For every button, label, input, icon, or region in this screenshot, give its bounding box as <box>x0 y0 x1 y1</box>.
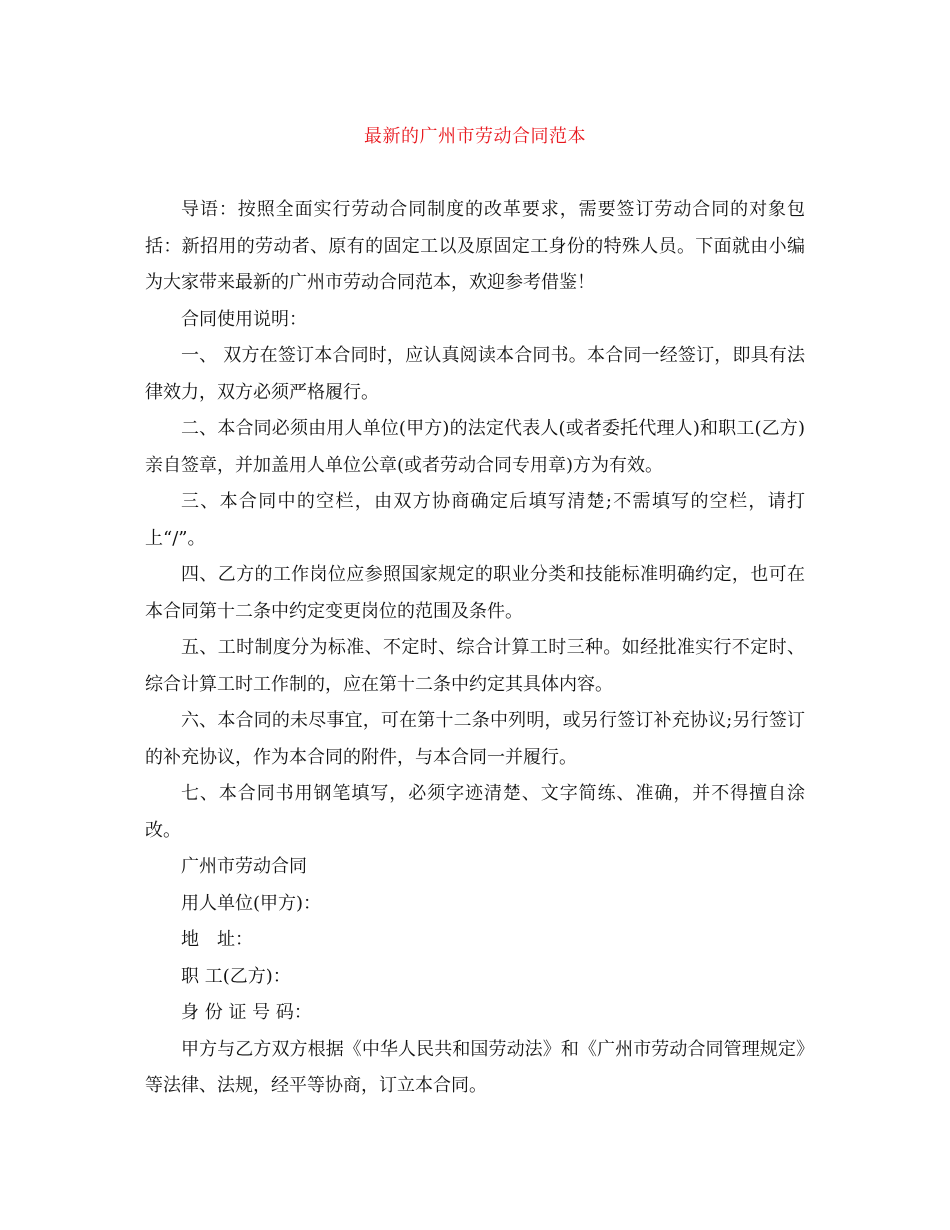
employer-field-label: 用人单位(甲方)： <box>181 892 322 914</box>
intro-paragraph: 导语：按照全面实行劳动合同制度的改革要求，需要签订劳动合同的对象包括：新招用的劳动者、原有的固定工以及原固定工身份的特殊人员。下面就由小编为大家带来最新的广州市劳动合同范本，欢迎参考借鉴！ <box>145 199 805 293</box>
instruction-item-6: 六、本合同的未尽事宜，可在第十二条中列明，或另行签订补充协议;另行签订的补充协议，作为本合同的附件，与本合同一并履行。 <box>145 710 805 768</box>
contract-heading: 广州市劳动合同 <box>181 856 307 877</box>
document-body <box>145 192 805 1105</box>
instruction-item-7: 七、本合同书用钢笔填写，必须字迹清楚、文字简练、准确，并不得擅自涂改。 <box>145 783 805 841</box>
instruction-item-4: 四、乙方的工作岗位应参照国家规定的职业分类和技能标准明确约定，也可在本合同第十二条中约定变更岗位的范围及条件。 <box>145 564 805 622</box>
employee-field-label: 职 工(乙方)： <box>181 965 291 987</box>
address-field-label: 地 址： <box>181 929 253 950</box>
agreement-paragraph: 甲方与乙方双方根据《中华人民共和国劳动法》和《广州市劳动合同管理规定》等法律、法规，经平等协商，订立本合同。 <box>145 1038 805 1096</box>
usage-heading: 合同使用说明： <box>181 308 307 330</box>
instruction-item-5: 五、工时制度分为标准、不定时、综合计算工时三种。如经批准实行不定时、综合计算工时工作制的，应在第十二条中约定其具体内容。 <box>145 637 805 695</box>
instruction-item-2: 二、本合同必须由用人单位(甲方)的法定代表人(或者委托代理人)和职工(乙方)亲自签章，并加盖用人单位公章(或者劳动合同专用章)方为有效。 <box>145 418 805 476</box>
instruction-item-1: 一、 双方在签订本合同时，应认真阅读本合同书。本合同一经签订，即具有法律效力，双方必须严格履行。 <box>145 345 805 403</box>
document-title: 最新的广州市劳动合同范本 <box>364 126 586 147</box>
instruction-item-3: 三、本合同中的空栏，由双方协商确定后填写清楚;不需填写的空栏，请打上“/”。 <box>145 491 805 549</box>
id-number-field-label: 身 份 证 号 码： <box>181 1002 312 1023</box>
